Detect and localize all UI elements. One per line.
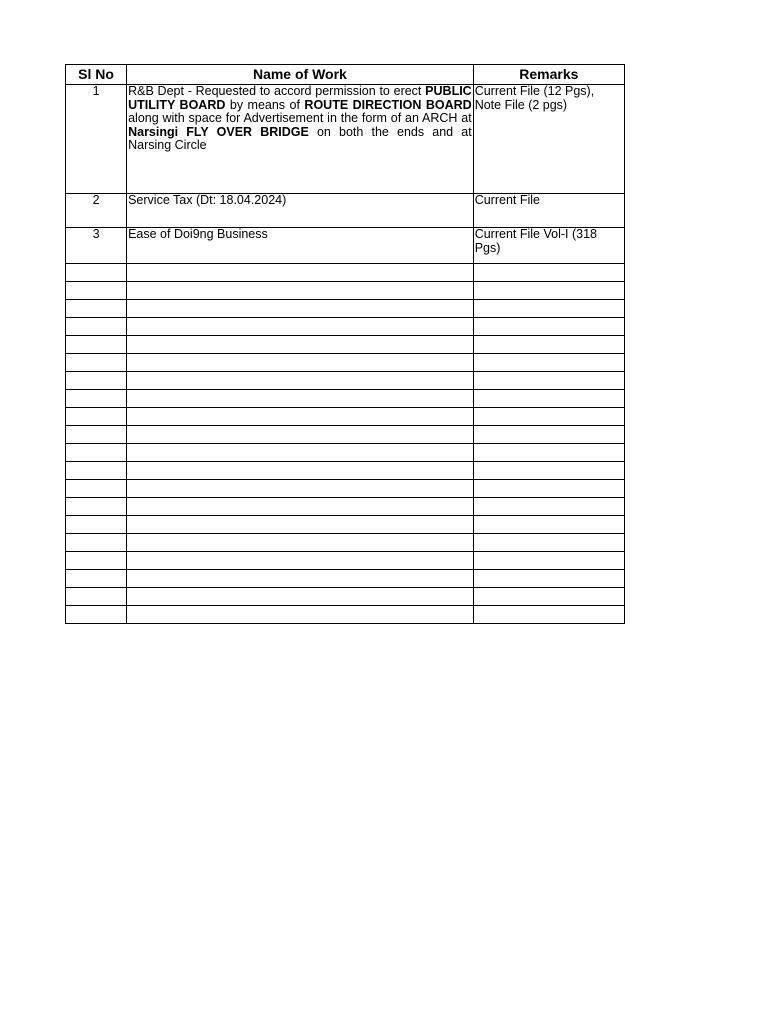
blank-name-of-work-cell [127,534,474,552]
blank-sl-no-cell [66,552,127,570]
blank-name-of-work-cell [127,372,474,390]
sl-no-cell: 3 [66,228,127,264]
blank-remarks-cell [473,516,624,534]
blank-remarks-cell [473,588,624,606]
name-of-work-cell [127,228,474,264]
blank-name-of-work-cell [127,570,474,588]
blank-name-of-work-cell [127,552,474,570]
blank-table-row [66,318,625,336]
blank-table-row [66,300,625,318]
blank-table-row [66,390,625,408]
blank-table-row [66,570,625,588]
remarks-cell: Current File Vol-I (318 Pgs) [473,228,624,264]
table-row [66,228,625,264]
blank-name-of-work-cell [127,390,474,408]
blank-name-of-work-cell [127,480,474,498]
blank-name-of-work-cell [127,606,474,624]
blank-table-row [66,516,625,534]
name-of-work-cell [127,85,474,194]
blank-remarks-cell [473,444,624,462]
blank-sl-no-cell [66,516,127,534]
work-text: Ease of Doi9ng Business [128,227,268,241]
blank-name-of-work-cell [127,282,474,300]
blank-sl-no-cell [66,300,127,318]
table-row [66,85,625,194]
register-body [66,85,625,624]
blank-remarks-cell [473,480,624,498]
header-sl-no: Sl No [66,65,127,85]
blank-remarks-cell [473,390,624,408]
blank-name-of-work-cell [127,426,474,444]
blank-table-row [66,462,625,480]
blank-sl-no-cell [66,282,127,300]
name-of-work-cell [127,194,474,228]
blank-name-of-work-cell [127,462,474,480]
blank-table-row [66,534,625,552]
blank-name-of-work-cell [127,498,474,516]
blank-remarks-cell [473,282,624,300]
header-row [66,65,625,85]
blank-sl-no-cell [66,480,127,498]
blank-remarks-cell [473,534,624,552]
blank-sl-no-cell [66,462,127,480]
blank-name-of-work-cell [127,408,474,426]
work-text-bold: PUBLIC UTILITY BOARD [128,84,472,112]
remarks-cell: Current File [473,194,624,228]
table-row [66,194,625,228]
work-text: Service Tax (Dt: 18.04.2024) [128,193,287,207]
blank-remarks-cell [473,462,624,480]
work-text-bold: ROUTE DIRECTION BOARD [304,97,472,112]
blank-sl-no-cell [66,570,127,588]
blank-sl-no-cell [66,606,127,624]
blank-name-of-work-cell [127,444,474,462]
blank-sl-no-cell [66,534,127,552]
blank-sl-no-cell [66,336,127,354]
blank-name-of-work-cell [127,318,474,336]
blank-remarks-cell [473,408,624,426]
blank-table-row [66,426,625,444]
blank-table-row [66,264,625,282]
blank-table-row [66,408,625,426]
blank-sl-no-cell [66,390,127,408]
blank-name-of-work-cell [127,264,474,282]
blank-sl-no-cell [66,408,127,426]
blank-name-of-work-cell [127,354,474,372]
blank-name-of-work-cell [127,336,474,354]
blank-name-of-work-cell [127,300,474,318]
blank-table-row [66,354,625,372]
blank-remarks-cell [473,552,624,570]
blank-table-row [66,606,625,624]
blank-remarks-cell [473,300,624,318]
blank-sl-no-cell [66,444,127,462]
work-text: on both the ends and at Narsing Circle [128,124,472,152]
work-text: R&B Dept - Requested to accord permission to erect [128,84,426,98]
sl-no-cell: 1 [66,85,127,194]
blank-remarks-cell [473,606,624,624]
blank-table-row [66,498,625,516]
blank-remarks-cell [473,264,624,282]
header-remarks: Remarks [473,65,624,85]
blank-sl-no-cell [66,372,127,390]
blank-table-row [66,282,625,300]
blank-remarks-cell [473,498,624,516]
work-text: by means of [225,97,305,112]
blank-table-row [66,444,625,462]
blank-table-row [66,336,625,354]
blank-table-row [66,552,625,570]
blank-table-row [66,372,625,390]
blank-sl-no-cell [66,354,127,372]
blank-sl-no-cell [66,588,127,606]
blank-remarks-cell [473,426,624,444]
blank-sl-no-cell [66,426,127,444]
blank-sl-no-cell [66,498,127,516]
blank-table-row [66,480,625,498]
work-text: along with space for Advertisement in the form of an ARCH at [128,111,472,125]
blank-name-of-work-cell [127,588,474,606]
sl-no-cell: 2 [66,194,127,228]
remarks-cell: Current File (12 Pgs), Note File (2 pgs) [473,85,624,194]
blank-table-row [66,588,625,606]
register-table [65,64,625,624]
work-text-bold: Narsingi FLY OVER BRIDGE [128,124,309,139]
blank-sl-no-cell [66,264,127,282]
blank-remarks-cell [473,372,624,390]
blank-name-of-work-cell [127,516,474,534]
header-name-of-work: Name of Work [127,65,474,85]
blank-remarks-cell [473,570,624,588]
blank-sl-no-cell [66,318,127,336]
blank-remarks-cell [473,354,624,372]
blank-remarks-cell [473,318,624,336]
blank-remarks-cell [473,336,624,354]
